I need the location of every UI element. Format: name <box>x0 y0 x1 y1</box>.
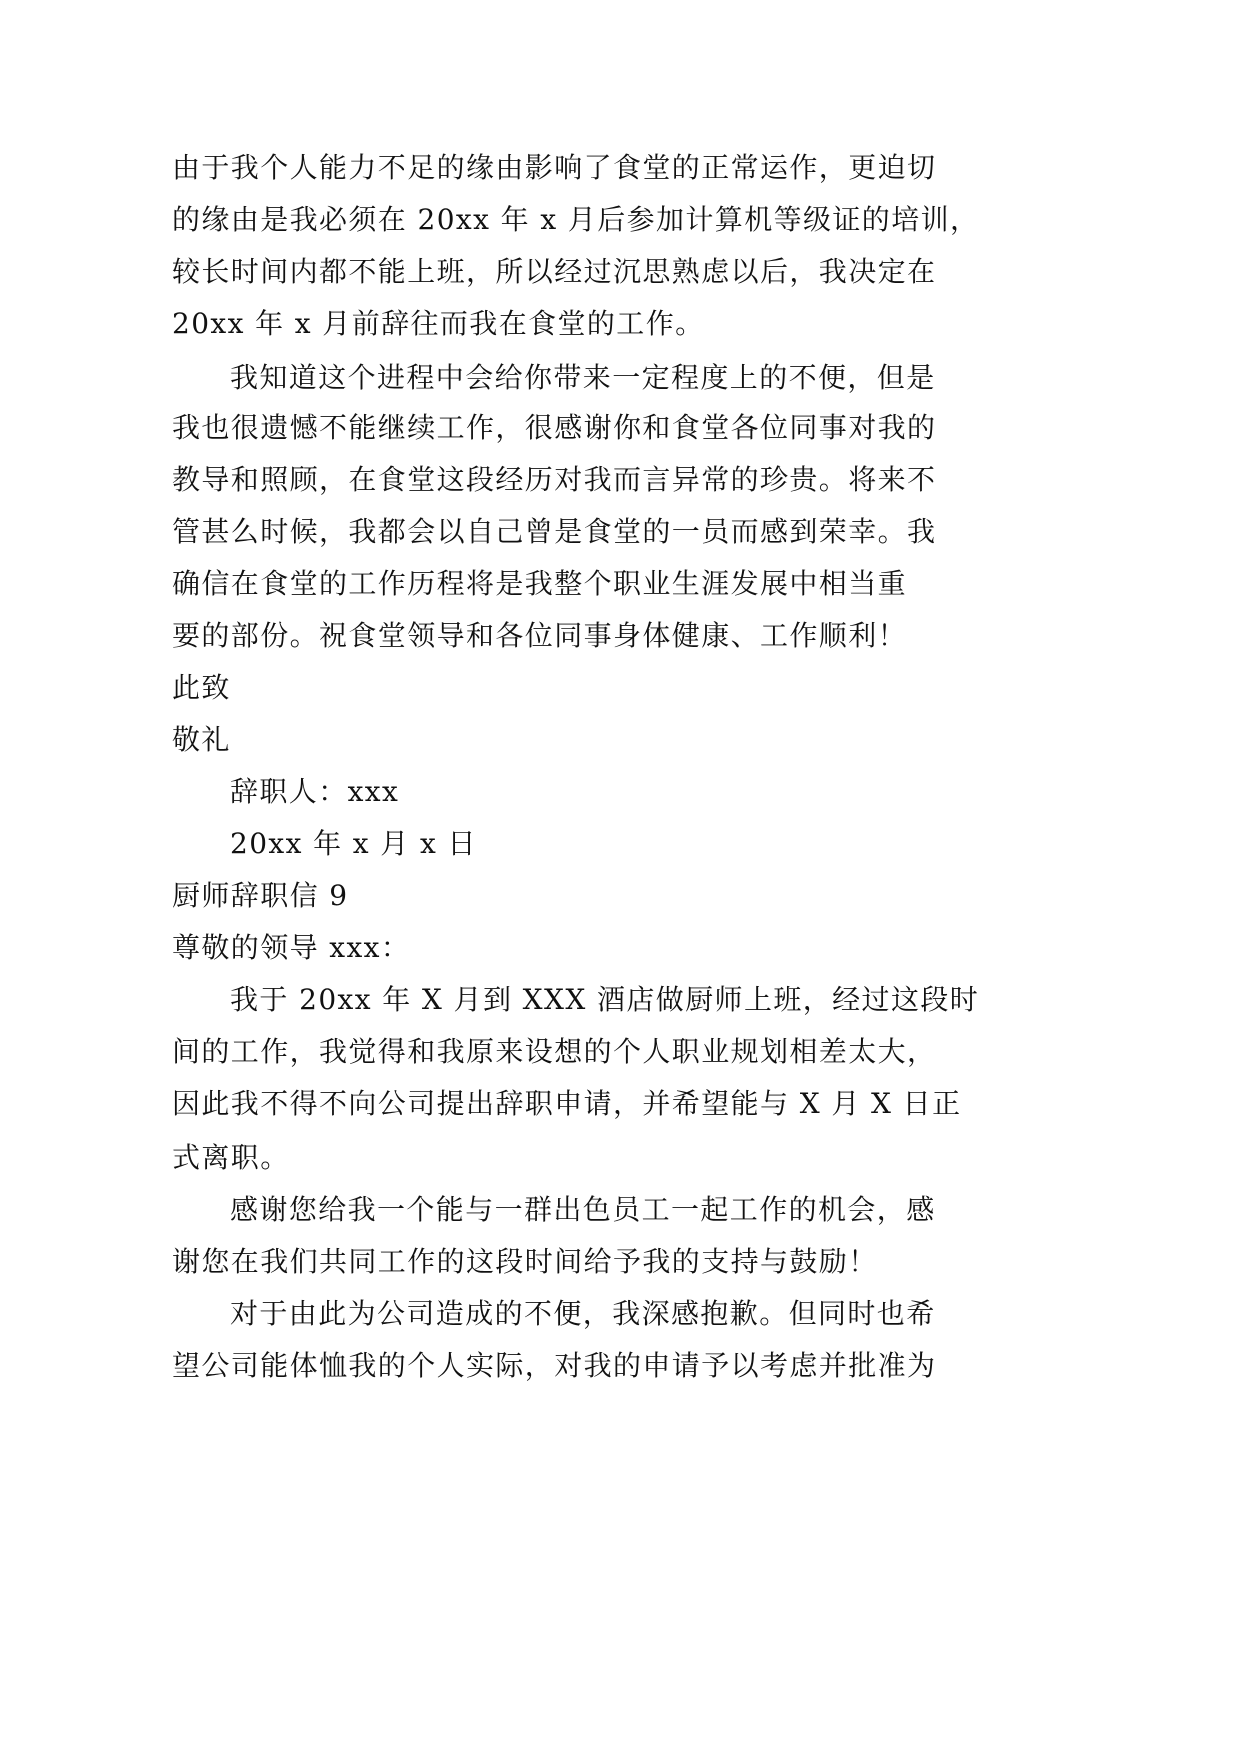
text-line: 间的工作，我觉得和我原来设想的个人职业规划相差太大， <box>172 1035 937 1068</box>
text-line: 我知道这个进程中会给你带来一定程度上的不便，但是 <box>230 361 936 394</box>
text-line: 管甚么时候，我都会以自己曾是食堂的一员而感到荣幸。我 <box>172 515 937 548</box>
text-line: 20xx 年 x 月 x 日 <box>230 827 477 860</box>
text-line: 此致 <box>172 671 231 704</box>
text-line: 式离职。 <box>172 1141 290 1174</box>
text-line: 我也很遗憾不能继续工作，很感谢你和食堂各位同事对我的 <box>172 411 937 444</box>
text-line: 感谢您给我一个能与一群出色员工一起工作的机会，感 <box>230 1193 936 1226</box>
text-line: 教导和照顾，在食堂这段经历对我而言异常的珍贵。将来不 <box>172 463 937 496</box>
text-line: 尊敬的领导 xxx： <box>172 931 411 964</box>
text-line: 敬礼 <box>172 723 231 756</box>
text-line: 的缘由是我必须在 20xx 年 x 月后参加计算机等级证的培训， <box>172 203 980 236</box>
text-line: 较长时间内都不能上班，所以经过沉思熟虑以后，我决定在 <box>172 255 937 288</box>
text-line: 确信在食堂的工作历程将是我整个职业生涯发展中相当重 <box>172 567 908 600</box>
text-line: 20xx 年 x 月前辞往而我在食堂的工作。 <box>172 307 705 340</box>
text-line: 因此我不得不向公司提出辞职申请，并希望能与 X 月 X 日正 <box>172 1087 962 1120</box>
text-line: 对于由此为公司造成的不便，我深感抱歉。但同时也希 <box>230 1297 936 1330</box>
text-line: 我于 20xx 年 X 月到 XXX 酒店做厨师上班，经过这段时 <box>230 983 980 1016</box>
text-line: 要的部份。祝食堂领导和各位同事身体健康、工作顺利！ <box>172 619 908 652</box>
text-line: 望公司能体恤我的个人实际，对我的申请予以考虑并批准为 <box>172 1349 937 1382</box>
text-line: 由于我个人能力不足的缘由影响了食堂的正常运作，更迫切 <box>172 151 937 184</box>
text-line: 谢您在我们共同工作的这段时间给予我的支持与鼓励！ <box>172 1245 878 1278</box>
section-title: 厨师辞职信 9 <box>172 879 349 912</box>
text-line: 辞职人：xxx <box>230 775 400 808</box>
